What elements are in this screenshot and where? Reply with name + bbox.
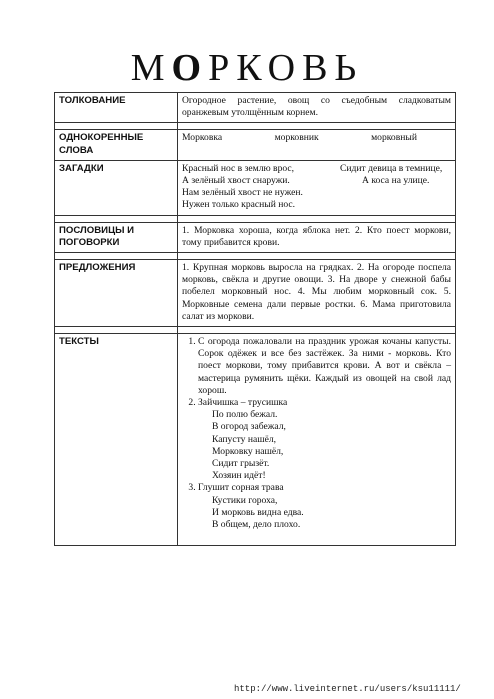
row-cognates — [55, 130, 456, 160]
source-url: http://www.liveinternet.ru/users/ksu11111/ — [234, 684, 461, 694]
riddle-line: А коса на улице. — [362, 175, 430, 187]
label-sentences: ПРЕДЛОЖЕНИЯ — [55, 260, 178, 327]
cognate-word: Морковка — [182, 132, 223, 144]
poem-3 — [198, 482, 451, 531]
separator-row — [55, 123, 456, 130]
row-definition — [55, 93, 456, 123]
riddle-line: Красный нос в землю врос, — [182, 162, 295, 174]
label-riddles: ЗАГАДКИ — [55, 160, 178, 215]
poem-line: По полю бежал. — [212, 409, 278, 421]
row-riddles — [55, 160, 456, 215]
poem-line: Капусту нашёл, — [212, 433, 277, 445]
poem-line: И морковь видна едва. — [212, 506, 304, 518]
text-item-3 — [198, 482, 451, 531]
poem-line: В огород забежал, — [212, 421, 286, 433]
poem-line: Кустики гороха, — [212, 494, 278, 506]
vocabulary-table — [54, 92, 456, 546]
poem-line: Сидит грызёт. — [212, 458, 270, 470]
text-item-1 — [198, 336, 451, 397]
title-letter-first: М — [130, 47, 172, 89]
label-proverbs: ПОСЛОВИЦЫ И ПОГОВОРКИ — [55, 222, 178, 252]
label-cognates: ОДНОКОРЕННЫЕ СЛОВА — [55, 130, 178, 160]
label-texts: ТЕКСТЫ — [55, 334, 178, 546]
poem-line: В общем, дело плохо. — [212, 519, 301, 531]
sentences-text: 1. Крупная морковь выросла на грядках. 2. На огороде поспела морковь, свёкла и другие овощи. 3. На дворе у снежной бабы побелел морковный нос. 4. Мы любим морковный сок. 5. Морковные семена дали первые ростки. 6. Мама приготовила салат из моркови. — [178, 260, 456, 327]
separator-row — [55, 327, 456, 334]
page-title — [0, 46, 494, 90]
riddle-line: Нам зелёный хвост не нужен. — [182, 187, 303, 199]
proverbs-text: 1. Морковка хороша, когда яблока нет. 2. Кто поест моркови, тому прибавится крови. — [178, 222, 456, 252]
riddle-line: Сидит девица в темнице, — [340, 162, 443, 174]
label-definition: ТОЛКОВАНИЕ — [55, 93, 178, 123]
text-item-2 — [198, 397, 451, 482]
riddles-content — [178, 160, 456, 215]
riddle-2 — [340, 163, 451, 212]
title-letter-rest: РКОВЬ — [208, 47, 364, 89]
separator-row — [55, 253, 456, 260]
poem-line: 3. Глушит сорная трава — [198, 482, 284, 494]
separator-row — [55, 215, 456, 222]
text-1: С огорода пожаловали на праздник урожая кочаны капусты. Сорок одёжек и все без застёжек. За ними - морковь. Кто поест моркови, тому прибавится крови. А вот и свёкла – мастерица румянить щёки. Каждый из овощей на свой лад хорош. — [198, 336, 451, 396]
riddle-line: Нужен только красный нос. — [182, 199, 296, 211]
row-sentences — [55, 260, 456, 327]
poem-line: 2. Зайчишка – трусишка — [198, 397, 288, 409]
riddle-1 — [182, 163, 340, 212]
poem-line: Морковку нашёл, — [212, 445, 284, 457]
row-texts — [55, 334, 456, 546]
riddle-line: А зелёный хвост снаружи. — [182, 175, 290, 187]
poem-2 — [198, 397, 451, 482]
texts-content — [178, 334, 456, 546]
cognate-word: морковный — [371, 132, 417, 144]
poem-line: Хозяин идёт! — [212, 470, 266, 482]
row-proverbs — [55, 222, 456, 252]
title-letter-bold: О — [171, 47, 209, 89]
cognates-content — [178, 130, 456, 160]
cognate-word: морковник — [274, 132, 319, 144]
definition-text: Огородное растение, овощ со съедобным сладковатым оранжевым утолщённым корнем. — [178, 93, 456, 123]
texts-list — [182, 336, 451, 531]
